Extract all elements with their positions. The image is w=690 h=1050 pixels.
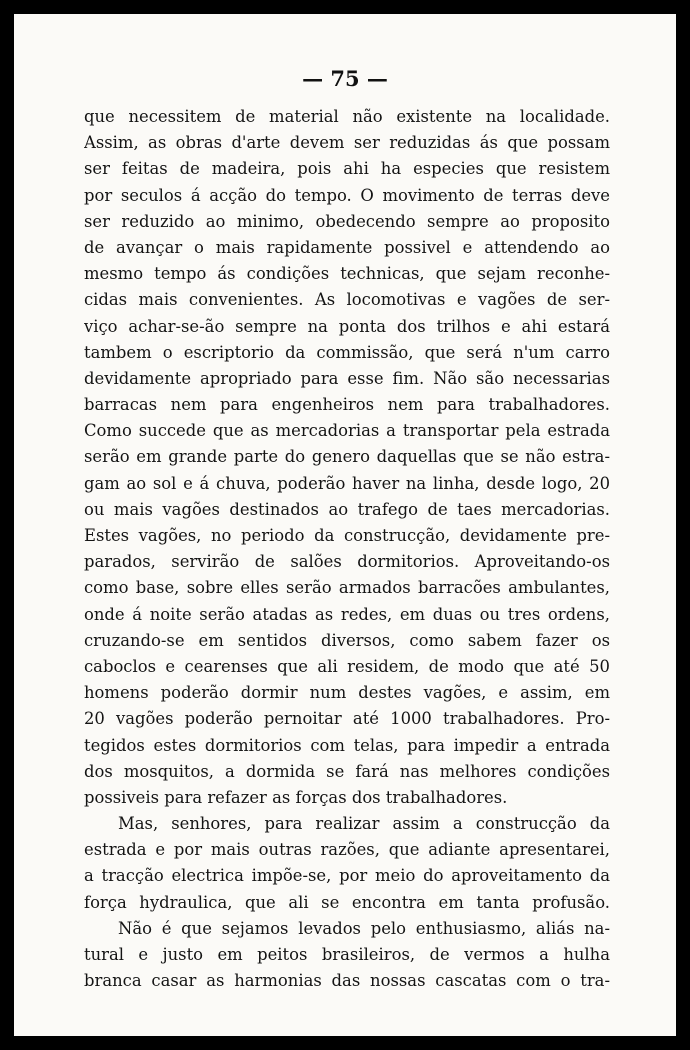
- text-line: devidamente apropriado para esse fim. Não são necessarias: [84, 368, 610, 388]
- text-line: Mas, senhores, para realizar assim a construcção da: [118, 814, 610, 834]
- text-line: ou mais vagões destinados ao trafego de taes mercadorias.: [84, 499, 610, 519]
- text-line: parados, servirão de salões dormitorios. Aproveitando-os: [84, 552, 610, 572]
- paragraph-1: [84, 104, 610, 811]
- paragraph-2: [84, 811, 610, 916]
- text-line: Estes vagões, no periodo da construcção, devidamente pre-: [84, 526, 610, 545]
- paragraph-3: [84, 916, 610, 995]
- text-line: homens poderão dormir num destes vagões, e assim, em: [84, 683, 610, 703]
- text-line: força hydraulica, que ali se encontra em tanta profusão.: [84, 892, 610, 912]
- text-line: possiveis para refazer as forças dos trabalhadores.: [84, 787, 508, 807]
- book-page: [14, 14, 676, 1036]
- text-line: como base, sobre elles serão armados barracões ambulantes,: [84, 578, 610, 598]
- body-text: [84, 104, 610, 994]
- text-line: tambem o escriptorio da commissão, que será n'um carro: [84, 342, 610, 362]
- text-line: serão em grande parte do genero daquellas que se não estra-: [84, 447, 610, 467]
- text-line: que necessitem de material não existente na localidade.: [84, 107, 610, 126]
- text-line: a tracção electrica impõe-se, por meio do aproveitamento da: [84, 866, 610, 886]
- text-line: cruzando-se em sentidos diversos, como sabem fazer os: [84, 630, 610, 650]
- text-line: branca casar as harmonias das nossas cascatas com o tra-: [84, 971, 610, 991]
- text-line: mesmo tempo ás condições technicas, que sejam reconhe-: [84, 264, 610, 284]
- text-line: por seculos á acção do tempo. O movimento de terras deve: [84, 185, 610, 205]
- text-line: Não é que sejamos levados pelo enthusiasmo, aliás na-: [118, 918, 610, 938]
- text-line: Assim, as obras d'arte devem ser reduzidas ás que possam: [84, 133, 610, 153]
- text-line: barracas nem para engenheiros nem para trabalhadores.: [84, 395, 610, 415]
- text-line: gam ao sol e á chuva, poderão haver na linha, desde logo, 20: [84, 473, 610, 493]
- text-line: estrada e por mais outras razões, que adiante apresentarei,: [84, 840, 610, 860]
- page-number: — 75 —: [302, 66, 388, 91]
- text-line: dos mosquitos, a dormida se fará nas melhores condições: [84, 761, 610, 781]
- text-line: ser feitas de madeira, pois ahi ha especies que resistem: [84, 159, 610, 179]
- text-line: de avançar o mais rapidamente possivel e attendendo ao: [84, 237, 610, 257]
- text-line: tural e justo em peitos brasileiros, de vermos a hulha: [84, 945, 610, 964]
- text-line: cidas mais convenientes. As locomotivas e vagões de ser-: [84, 290, 610, 310]
- text-line: Como succede que as mercadorias a transportar pela estrada: [84, 421, 610, 441]
- text-line: onde á noite serão atadas as redes, em duas ou tres ordens,: [84, 604, 610, 624]
- text-line: viço achar-se-ão sempre na ponta dos trilhos e ahi estará: [84, 316, 610, 336]
- text-line: ser reduzido ao minimo, obedecendo sempre ao proposito: [84, 211, 610, 231]
- text-line: tegidos estes dormitorios com telas, para impedir a entrada: [84, 735, 610, 755]
- text-line: 20 vagões poderão pernoitar até 1000 trabalhadores. Pro-: [84, 709, 610, 729]
- text-line: caboclos e cearenses que ali residem, de modo que até 50: [84, 656, 610, 676]
